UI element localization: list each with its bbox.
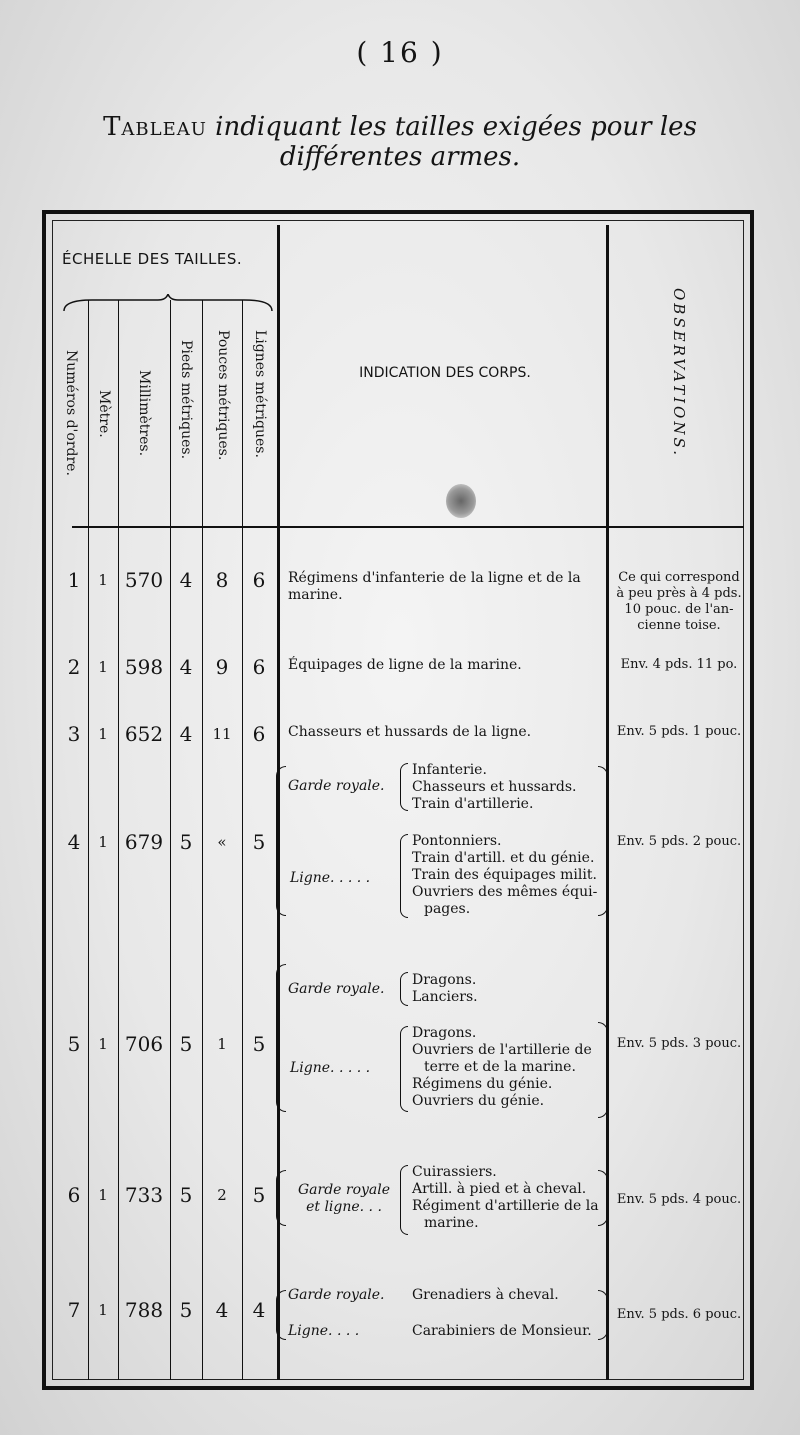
header-metre: Mètre. (96, 390, 112, 438)
row4-lignes: 5 (252, 830, 266, 854)
row3-corps-line: Chasseurs et hussards de la ligne. (288, 724, 532, 740)
row5-obs-brace (598, 1022, 608, 1118)
row5-num: 5 (67, 1032, 81, 1056)
row6-mm: 733 (124, 1183, 164, 1207)
row1-pouces: 8 (215, 568, 229, 592)
row7-num: 7 (67, 1298, 81, 1322)
row1-corps-line: Régimens d'infanterie de la ligne et de la (288, 570, 581, 586)
row5-group2-item: Ouvriers de l'artillerie de (412, 1042, 592, 1058)
row1-num: 1 (67, 568, 81, 592)
row4-pouces: « (217, 833, 227, 851)
row5-outer-brace (276, 964, 286, 1112)
row6-group1-item: Artill. à pied et à cheval. (412, 1181, 587, 1197)
row5-group2-items (412, 1025, 608, 1110)
row4-group2-item: Pontonniers. (412, 833, 502, 849)
row1-obs-line: à peu près à 4 pds. (616, 586, 742, 601)
row5-group2-item: Dragons. (412, 1025, 477, 1041)
row6-group1-item: marine. (424, 1215, 479, 1231)
row5-group2-item: terre et de la marine. (424, 1059, 576, 1075)
row2-pieds: 4 (179, 655, 193, 679)
row5-group1-item: Dragons. (412, 972, 477, 988)
echelle-header: ÉCHELLE DES TAILLES. (62, 250, 243, 268)
row3-mm: 652 (124, 722, 164, 746)
row6-obs-line: Env. 5 pds. 4 pouc. (616, 1192, 742, 1207)
row5-group1-label: Garde royale. (288, 981, 385, 997)
row3-obs (612, 724, 746, 740)
row4-group1-item: Infanterie. (412, 762, 487, 778)
row1-pieds: 4 (179, 568, 193, 592)
row4-group2-item: Train des équipages milit. (412, 867, 597, 883)
row5-group1-brace (400, 972, 408, 1006)
row6-pieds: 5 (179, 1183, 193, 1207)
row6-pouces: 2 (217, 1186, 227, 1204)
row3-obs-line: Env. 5 pds. 1 pouc. (616, 724, 742, 739)
row2-metre: 1 (98, 658, 108, 676)
col-divider (242, 300, 243, 1380)
table-title (40, 112, 760, 172)
row7-pouces: 4 (215, 1298, 229, 1322)
row4-group1-items (412, 762, 608, 813)
row1-lignes: 6 (252, 568, 266, 592)
row4-group2-item: pages. (424, 901, 471, 917)
row1-corps-line: marine. (288, 587, 343, 603)
row5-lignes: 5 (252, 1032, 266, 1056)
row7-metre: 1 (98, 1301, 108, 1319)
title-lead: Tableau (103, 112, 207, 142)
row7-group2-label: Ligne. . . . (288, 1323, 360, 1339)
header-millimetres: Millimètres. (136, 370, 152, 457)
ink-stain (446, 484, 476, 518)
row4-group2-label: Ligne. . . . . (290, 870, 371, 886)
header-numeros: Numéros d'ordre. (63, 350, 79, 476)
row4-group1-item: Train d'artillerie. (412, 796, 534, 812)
header-rule (72, 526, 744, 528)
row5-group2-item: Ouvriers du génie. (412, 1093, 545, 1109)
row2-pouces: 9 (215, 655, 229, 679)
row7-mm: 788 (124, 1298, 164, 1322)
row3-num: 3 (67, 722, 81, 746)
row7-obs-brace (598, 1290, 608, 1340)
row5-group2-label: Ligne. . . . . (290, 1060, 371, 1076)
row2-corps (288, 657, 604, 674)
row2-obs-line: Env. 4 pds. 11 po. (620, 657, 738, 672)
header-pouces: Pouces métriques. (215, 330, 231, 461)
header-pieds: Pieds métriques. (178, 340, 194, 460)
row6-group1-item: Cuirassiers. (412, 1164, 497, 1180)
row1-obs (612, 570, 746, 634)
col-divider (118, 300, 119, 1380)
row5-mm: 706 (124, 1032, 164, 1056)
row6-lignes: 5 (252, 1183, 266, 1207)
row4-outer-brace (276, 766, 286, 916)
row1-obs-line: Ce qui correspond (618, 570, 740, 585)
row3-metre: 1 (98, 725, 108, 743)
row6-metre: 1 (98, 1186, 108, 1204)
col-divider (202, 300, 203, 1380)
row7-group2-item: Carabiniers de Monsieur. (412, 1323, 592, 1339)
header-indication: INDICATION DES CORPS. (359, 365, 531, 381)
row6-group1-brace (400, 1165, 408, 1235)
col-divider (170, 300, 171, 1380)
row7-lignes: 4 (252, 1298, 266, 1322)
row3-pouces: 11 (212, 725, 232, 743)
row6-obs (612, 1192, 746, 1208)
row5-group1-items (412, 972, 608, 1006)
row3-lignes: 6 (252, 722, 266, 746)
row7-group1-item: Grenadiers à cheval. (412, 1287, 559, 1303)
row4-group1-label: Garde royale. (288, 778, 385, 794)
row4-group2-items (412, 833, 608, 918)
row2-lignes: 6 (252, 655, 266, 679)
row2-obs (612, 657, 746, 673)
row6-group1-item: Régiment d'artillerie de la (412, 1198, 599, 1214)
row4-obs (612, 834, 746, 850)
row4-num: 4 (67, 830, 81, 854)
row6-group1-items (412, 1164, 608, 1232)
row2-mm: 598 (124, 655, 164, 679)
row6-group1-label: Garde royale et ligne. . . (297, 1182, 391, 1215)
row7-outer-brace (276, 1290, 286, 1340)
row3-corps (288, 724, 604, 741)
row7-group1-label: Garde royale. (288, 1287, 385, 1303)
page-number: ( 16 ) (356, 36, 444, 69)
row1-mm: 570 (124, 568, 164, 592)
row1-metre: 1 (98, 571, 108, 589)
row7-obs-line: Env. 5 pds. 6 pouc. (616, 1307, 742, 1322)
row4-group2-brace (400, 834, 408, 918)
row2-corps-line: Équipages de ligne de la marine. (288, 657, 522, 673)
row4-group1-item: Chasseurs et hussards. (412, 779, 577, 795)
row5-pieds: 5 (179, 1032, 193, 1056)
header-lignes: Lignes métriques. (252, 330, 268, 458)
row4-pieds: 5 (179, 830, 193, 854)
row5-group1-item: Lanciers. (412, 989, 478, 1005)
row1-corps (288, 570, 604, 604)
row4-group2-item: Train d'artill. et du génie. (412, 850, 595, 866)
row5-pouces: 1 (217, 1035, 227, 1053)
row4-group2-item: Ouvriers des mêmes équi- (412, 884, 598, 900)
row1-obs-line: cienne toise. (637, 618, 721, 633)
row7-pieds: 5 (179, 1298, 193, 1322)
row5-obs (612, 1036, 746, 1052)
row2-num: 2 (67, 655, 81, 679)
echelle-brace (62, 294, 274, 312)
row6-obs-brace (598, 1170, 608, 1226)
row5-metre: 1 (98, 1035, 108, 1053)
col-divider (88, 300, 89, 1380)
row4-mm: 679 (124, 830, 164, 854)
row7-obs (612, 1307, 746, 1323)
row5-group2-brace (400, 1026, 408, 1112)
row3-pieds: 4 (179, 722, 193, 746)
row4-obs-line: Env. 5 pds. 2 pouc. (616, 834, 742, 849)
row4-obs-brace (598, 766, 608, 916)
header-observations: OBSERVATIONS. (670, 288, 688, 458)
row4-group1-brace (400, 763, 408, 811)
row1-obs-line: 10 pouc. de l'an- (624, 602, 734, 617)
row5-group2-item: Régimens du génie. (412, 1076, 553, 1092)
title-rest: indiquant les tailles exigées pour les différentes armes. (215, 112, 697, 172)
row5-obs-line: Env. 5 pds. 3 pouc. (616, 1036, 742, 1051)
row6-num: 6 (67, 1183, 81, 1207)
row4-metre: 1 (98, 833, 108, 851)
row6-outer-brace (276, 1170, 286, 1226)
